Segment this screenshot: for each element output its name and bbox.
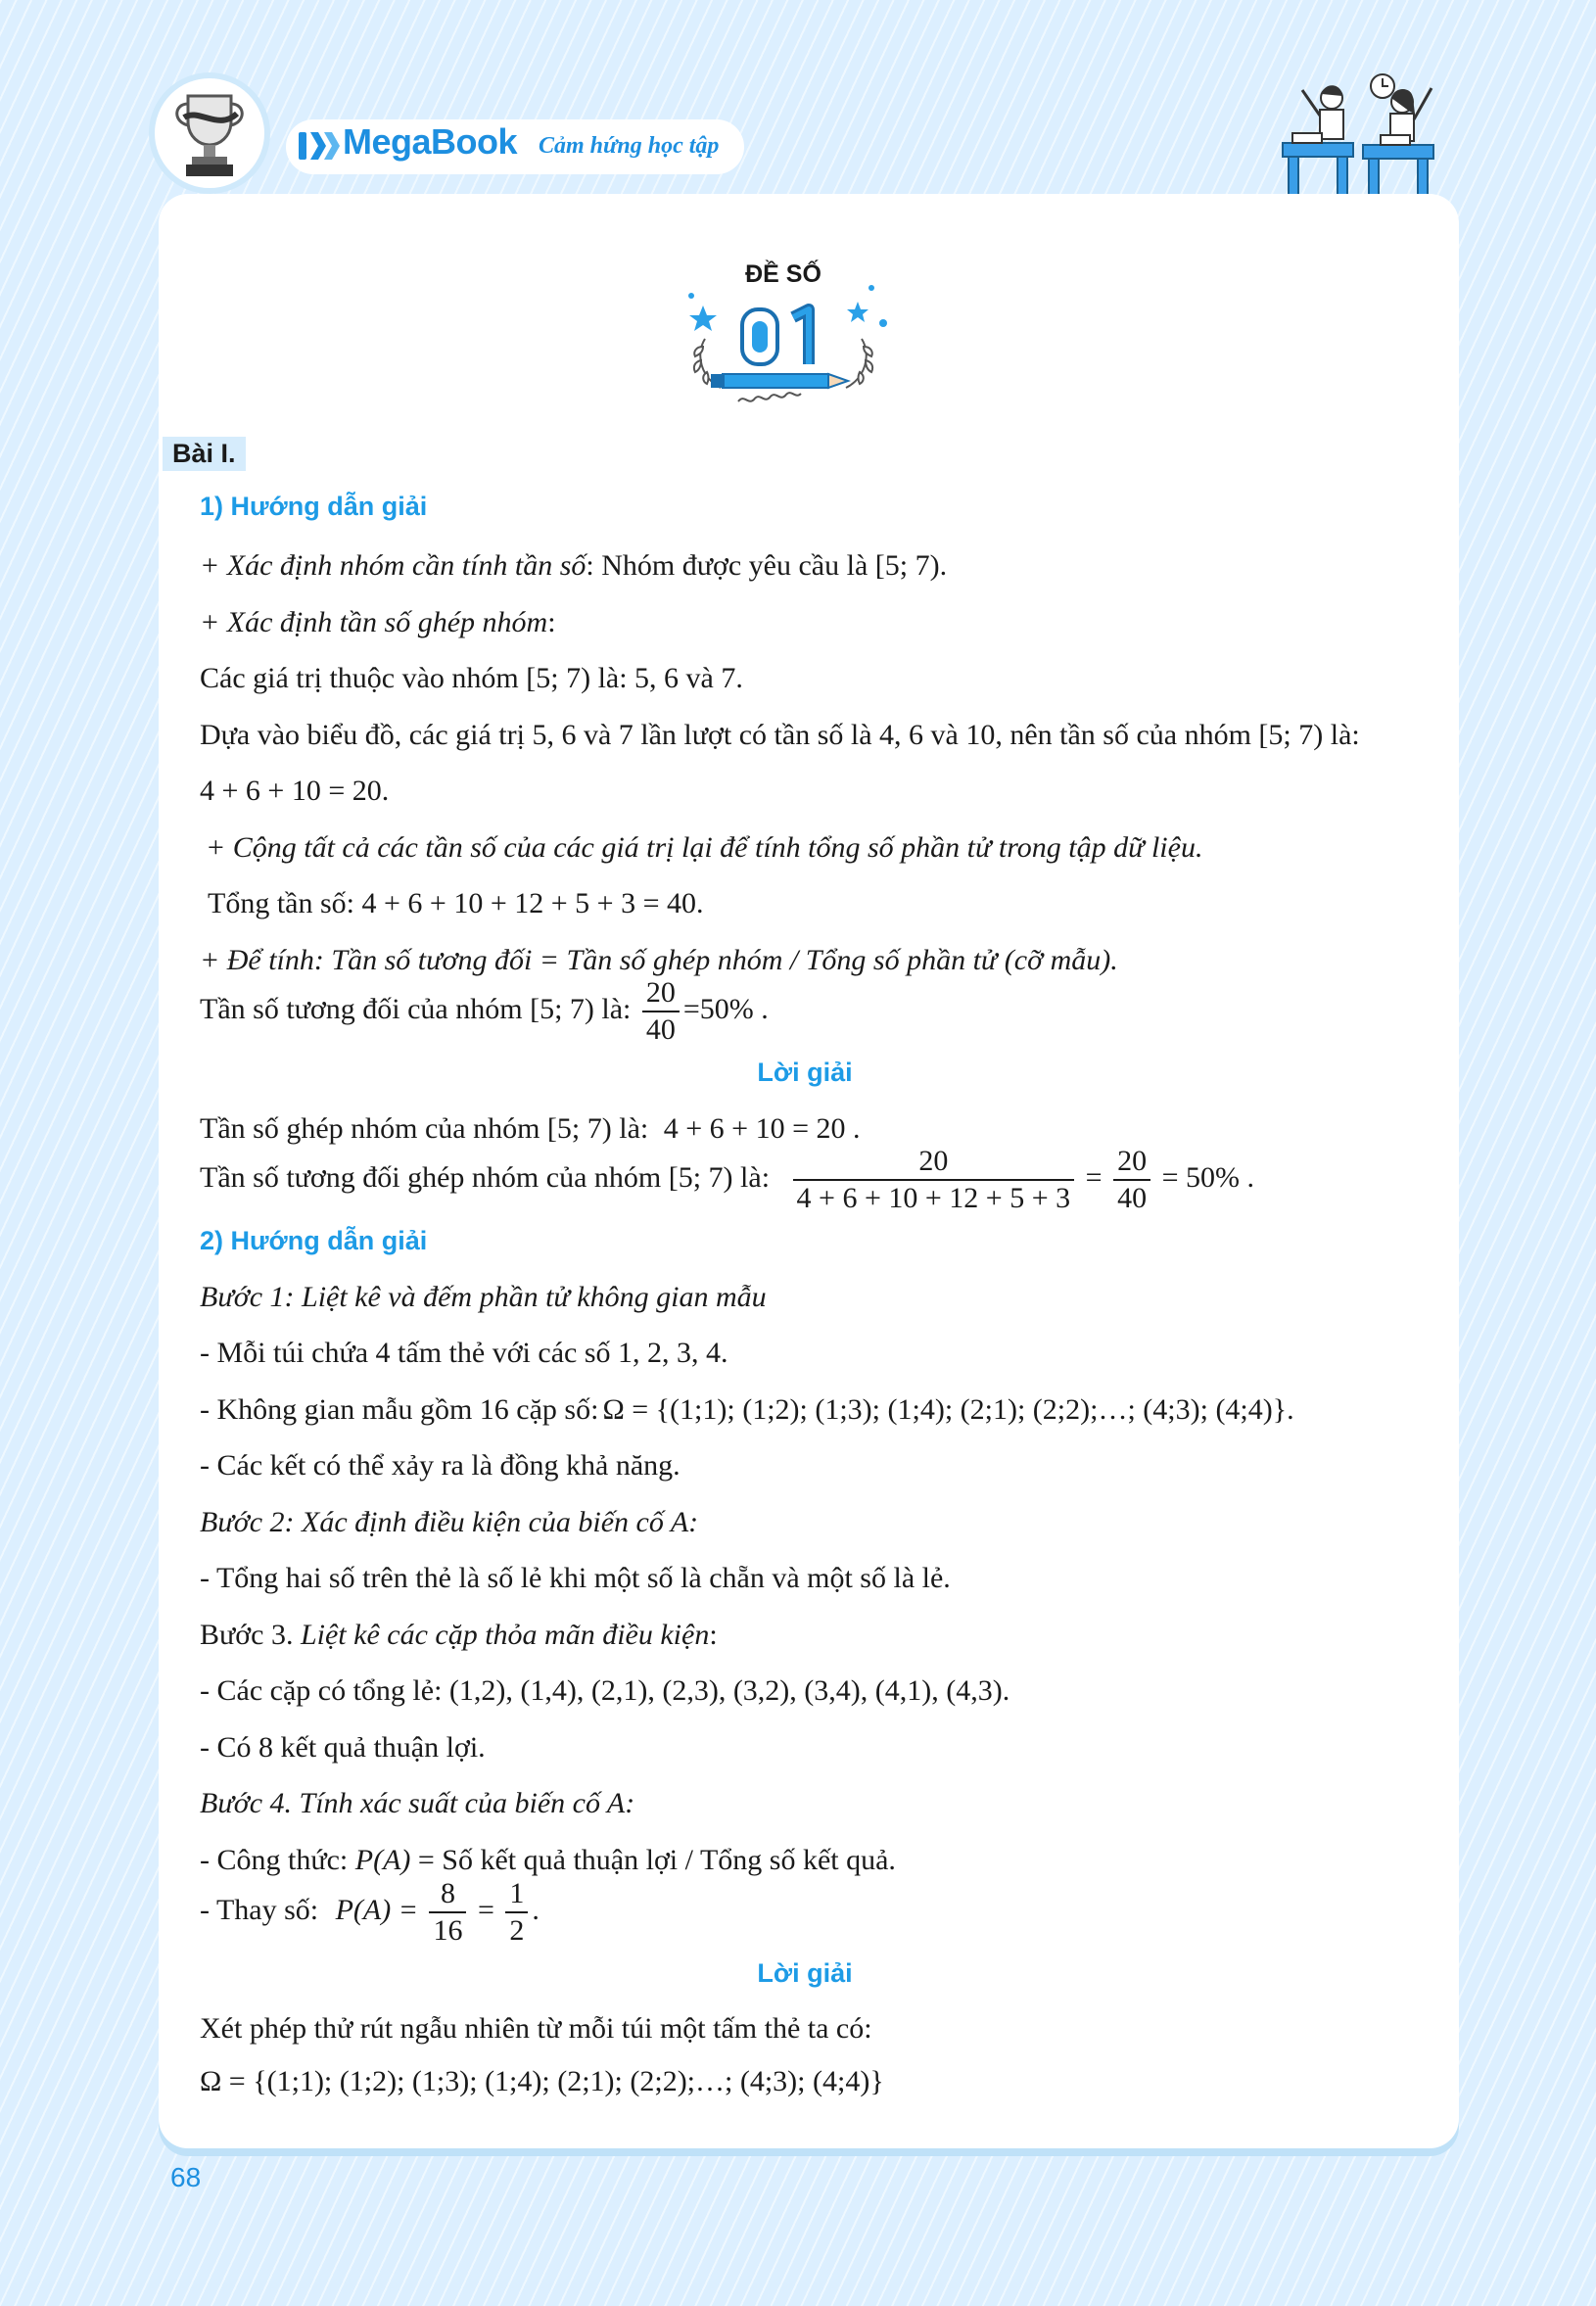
- part1-heading: 1) Hướng dẫn giải: [200, 492, 428, 521]
- part1-solution-line1-expr: 4 + 6 + 10 = 20 .: [663, 1112, 861, 1145]
- part1-line6: + Cộng tất cả các tần số của các giá trị lại để tính tổng số phần tử trong tập dữ liệu.: [206, 831, 1203, 864]
- fraction-denominator: 40: [1113, 1179, 1150, 1216]
- part1-line1: [200, 546, 947, 586]
- exam-title-label: ĐỀ SỐ: [745, 260, 821, 288]
- megabook-logo-icon: [299, 130, 340, 162]
- part1-line5: 4 + 6 + 10 = 20.: [200, 775, 390, 807]
- fraction-denominator: 16: [429, 1911, 466, 1949]
- part1-solution-line1: [200, 1109, 861, 1149]
- part1-line4: Dựa vào biểu đồ, các giá trị 5, 6 và 7 lần lượt có tần số là 4, 6 và 10, nên tần số của nhóm [5; 7) là:: [200, 719, 1360, 751]
- part1-solution-heading: Lời giải: [757, 1058, 853, 1087]
- fraction-numerator: 1: [509, 1877, 525, 1909]
- fraction-numerator: 20: [918, 1145, 949, 1177]
- part1-line7: Tổng tần số: 4 + 6 + 10 + 12 + 5 + 3 = 40.: [208, 887, 704, 919]
- part2-line-b1: - Mỗi túi chứa 4 tấm thẻ với các số 1, 2, 3, 4.: [200, 1337, 728, 1369]
- brand-name: MegaBook: [343, 121, 518, 162]
- part2-step3-rest: :: [709, 1619, 718, 1651]
- part2-line-b2: [200, 1390, 1294, 1430]
- fraction-numerator: 20: [645, 976, 676, 1009]
- part2-solution-line2: Ω = {(1;1); (1;2); (1;3); (1;4); (2;1); (2;2);…; (4;3); (4;4)}: [200, 2065, 884, 2097]
- part1-line2-italic: + Xác định tần số ghép nhóm: [200, 606, 548, 638]
- section-label: Bài I.: [163, 437, 246, 471]
- part1-line1-rest: : Nhóm được yêu cầu là [5; 7).: [586, 549, 948, 582]
- part1-line9-text: Tần số tương đối của nhóm [5; 7) là:: [200, 992, 632, 1025]
- equals-sign: =: [477, 1893, 494, 1926]
- fraction-denominator: 4 + 6 + 10 + 12 + 5 + 3: [793, 1179, 1075, 1216]
- part1-line8: + Để tính: Tần số tương đối = Tần số ghép nhóm / Tổng số phần tử (cỡ mẫu).: [200, 944, 1118, 976]
- fraction-denominator: 2: [505, 1911, 528, 1949]
- part1-line2: [200, 603, 556, 642]
- part2-step3-plain: Bước 3.: [200, 1619, 301, 1651]
- part2-line-b8-text: - Thay số:: [200, 1893, 319, 1926]
- part1-line2-rest: :: [547, 606, 556, 638]
- fraction-20-total: [793, 1144, 1075, 1216]
- part1-solution-line2: [200, 1144, 1254, 1216]
- part1-line3: Các giá trị thuộc vào nhóm [5; 7) là: 5, 6 và 7.: [200, 662, 743, 694]
- part1-line9-result: =50% .: [682, 992, 769, 1025]
- brand-tagline: Cảm hứng học tập: [539, 133, 720, 159]
- part2-solution-line1: Xét phép thử rút ngẫu nhiên từ mỗi túi một tấm thẻ ta có:: [200, 2012, 872, 2045]
- fraction-20-40-b: [1113, 1144, 1150, 1216]
- fraction-numerator: 20: [1117, 1145, 1148, 1177]
- equals-sign: =: [1085, 1160, 1103, 1194]
- part2-line-b2-text: - Không gian mẫu gồm 16 cặp số:: [200, 1393, 599, 1426]
- part2-step2: Bước 2: Xác định điều kiện của biến cố A:: [200, 1506, 699, 1538]
- trophy-badge: [149, 72, 270, 194]
- fraction-denominator: 40: [642, 1011, 680, 1048]
- fraction-20-40: [642, 975, 680, 1048]
- part2-line-b7-a: - Công thức:: [200, 1844, 355, 1876]
- probability-expression: P(A) =: [335, 1893, 418, 1926]
- fraction-8-16: [429, 1876, 466, 1949]
- part2-line-b5: - Các cặp có tổng lẻ: (1,2), (1,4), (2,1), (2,3), (3,2), (3,4), (4,1), (4,3).: [200, 1674, 1010, 1707]
- fraction-1-2: [505, 1876, 528, 1949]
- part2-step3: [200, 1616, 718, 1655]
- part2-heading: 2) Hướng dẫn giải: [200, 1226, 428, 1255]
- part2-line-b4: - Tổng hai số trên thẻ là số lẻ khi một số là chẵn và một số là lẻ.: [200, 1562, 951, 1594]
- part1-line9: [200, 975, 769, 1048]
- part1-solution-line2-result: = 50% .: [1161, 1160, 1254, 1194]
- part2-step1: Bước 1: Liệt kê và đếm phần tử không gian mẫu: [200, 1281, 767, 1313]
- part2-line-b7-c: = Số kết quả thuận lợi / Tổng số kết quả.: [410, 1844, 896, 1876]
- part2-step4: Bước 4. Tính xác suất của biến cố A:: [200, 1787, 635, 1819]
- part2-line-b8: [200, 1876, 540, 1949]
- part2-line-b7: [200, 1841, 896, 1880]
- sample-space-set: Ω = {(1;1); (1;2); (1;3); (1;4); (2;1); (2;2);…; (4;3); (4;4)}.: [602, 1393, 1294, 1426]
- part2-line-b3: - Các kết có thể xảy ra là đồng khả năng.: [200, 1449, 681, 1482]
- part1-solution-line2-text: Tần số tương đối ghép nhóm của nhóm [5; 7) là:: [200, 1160, 771, 1194]
- part2-line-b7-b: P(A): [354, 1844, 411, 1876]
- part1-line1-italic: + Xác định nhóm cần tính tần số: [200, 549, 587, 582]
- part1-solution-line1-text: Tần số ghép nhóm của nhóm [5; 7) là:: [200, 1112, 649, 1145]
- trophy-icon: [155, 78, 264, 188]
- part2-line-b6: - Có 8 kết quả thuận lợi.: [200, 1731, 486, 1764]
- page-number: 68: [170, 2162, 202, 2192]
- part2-step3-italic: Liệt kê các cặp thỏa mãn điều kiện: [300, 1619, 710, 1651]
- part2-solution-heading: Lời giải: [757, 1958, 853, 1988]
- fraction-numerator: 8: [440, 1877, 455, 1909]
- period: .: [532, 1893, 540, 1926]
